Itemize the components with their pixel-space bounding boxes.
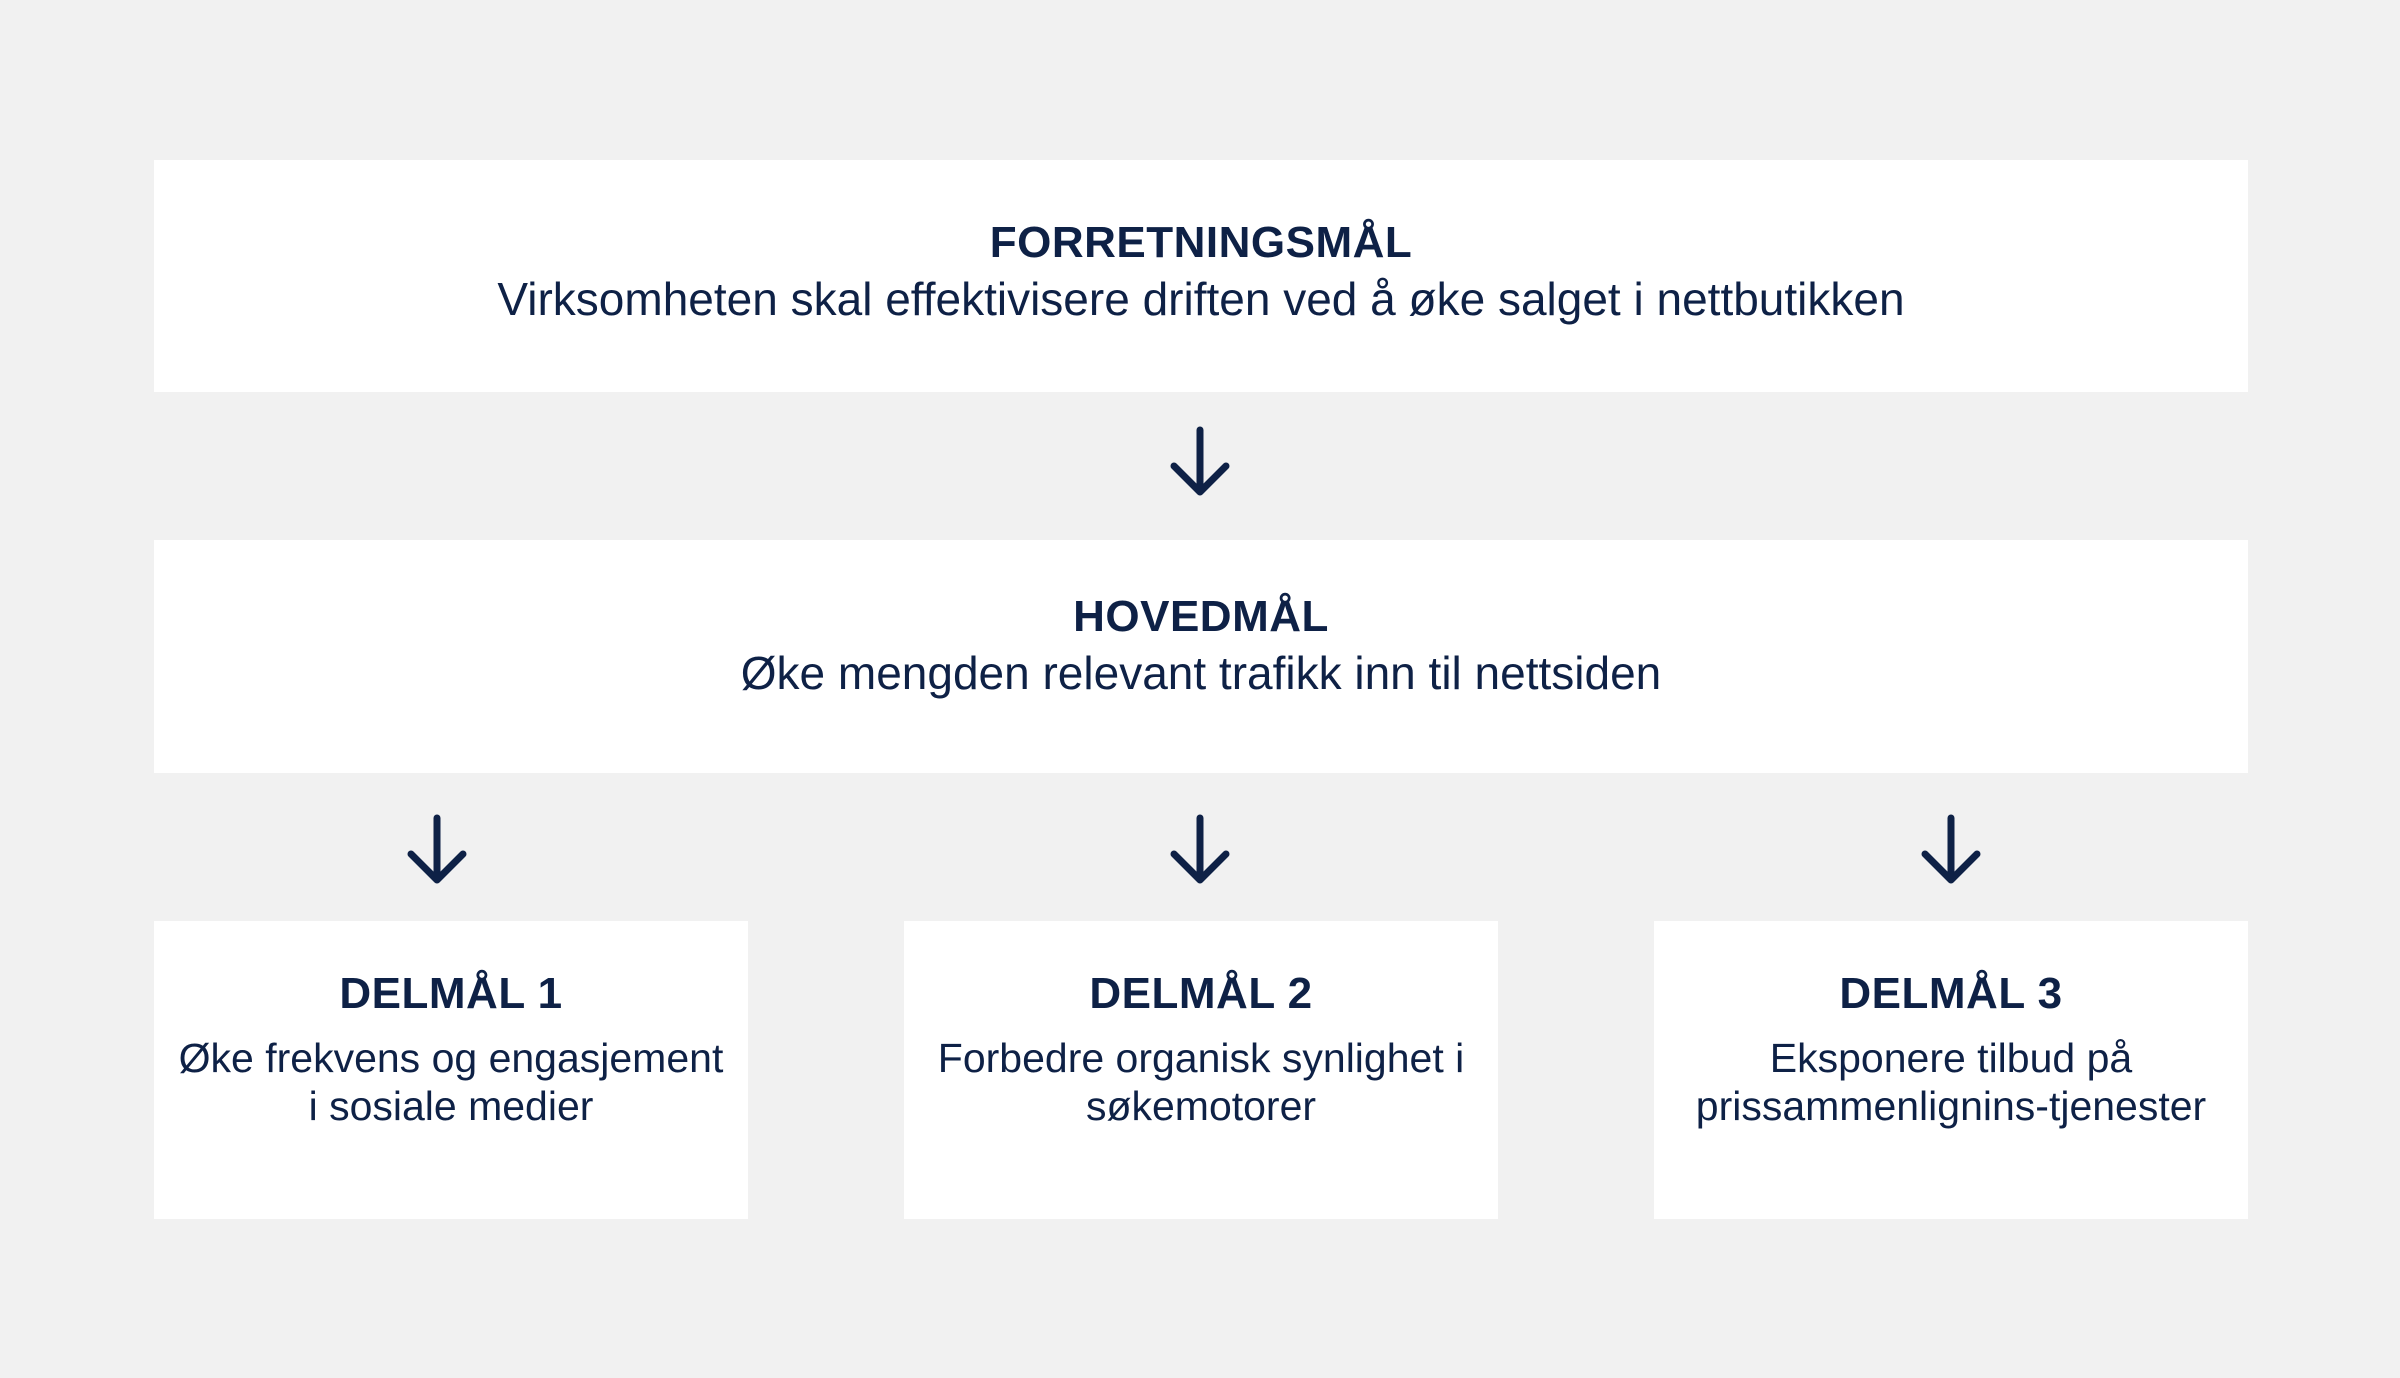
sub-goal-box-3 [1654, 921, 2248, 1219]
sub-goal-heading: DELMÅL 1 [339, 969, 563, 1018]
arrow-down-icon [405, 814, 469, 886]
sub-goal-heading: DELMÅL 2 [1089, 969, 1313, 1018]
arrow-down-icon [1919, 814, 1983, 886]
main-goal-text: Øke mengden relevant trafikk inn til nettsiden [740, 646, 1662, 699]
sub-goal-heading: DELMÅL 3 [1839, 969, 2063, 1018]
sub-goal-text: Øke frekvens og engasjement i sosiale medier [178, 1034, 724, 1129]
sub-goal-box-1 [154, 921, 748, 1219]
business-goal-box [154, 160, 2248, 392]
arrow-down-icon [1168, 814, 1232, 886]
sub-goal-box-2 [904, 921, 1498, 1219]
business-goal-heading: FORRETNINGSMÅL [989, 218, 1413, 267]
business-goal-text: Virksomheten skal effektivisere driften ved å øke salget i nettbutikken [497, 272, 1905, 325]
main-goal-box [154, 540, 2248, 773]
sub-goal-text: Forbedre organisk synlighet i søkemotorer [937, 1034, 1465, 1129]
main-goal-heading: HOVEDMÅL [1073, 592, 1329, 641]
sub-goal-text: Eksponere tilbud på prissammenlignins-tjenester [1695, 1034, 2207, 1129]
arrow-down-icon [1168, 426, 1232, 498]
